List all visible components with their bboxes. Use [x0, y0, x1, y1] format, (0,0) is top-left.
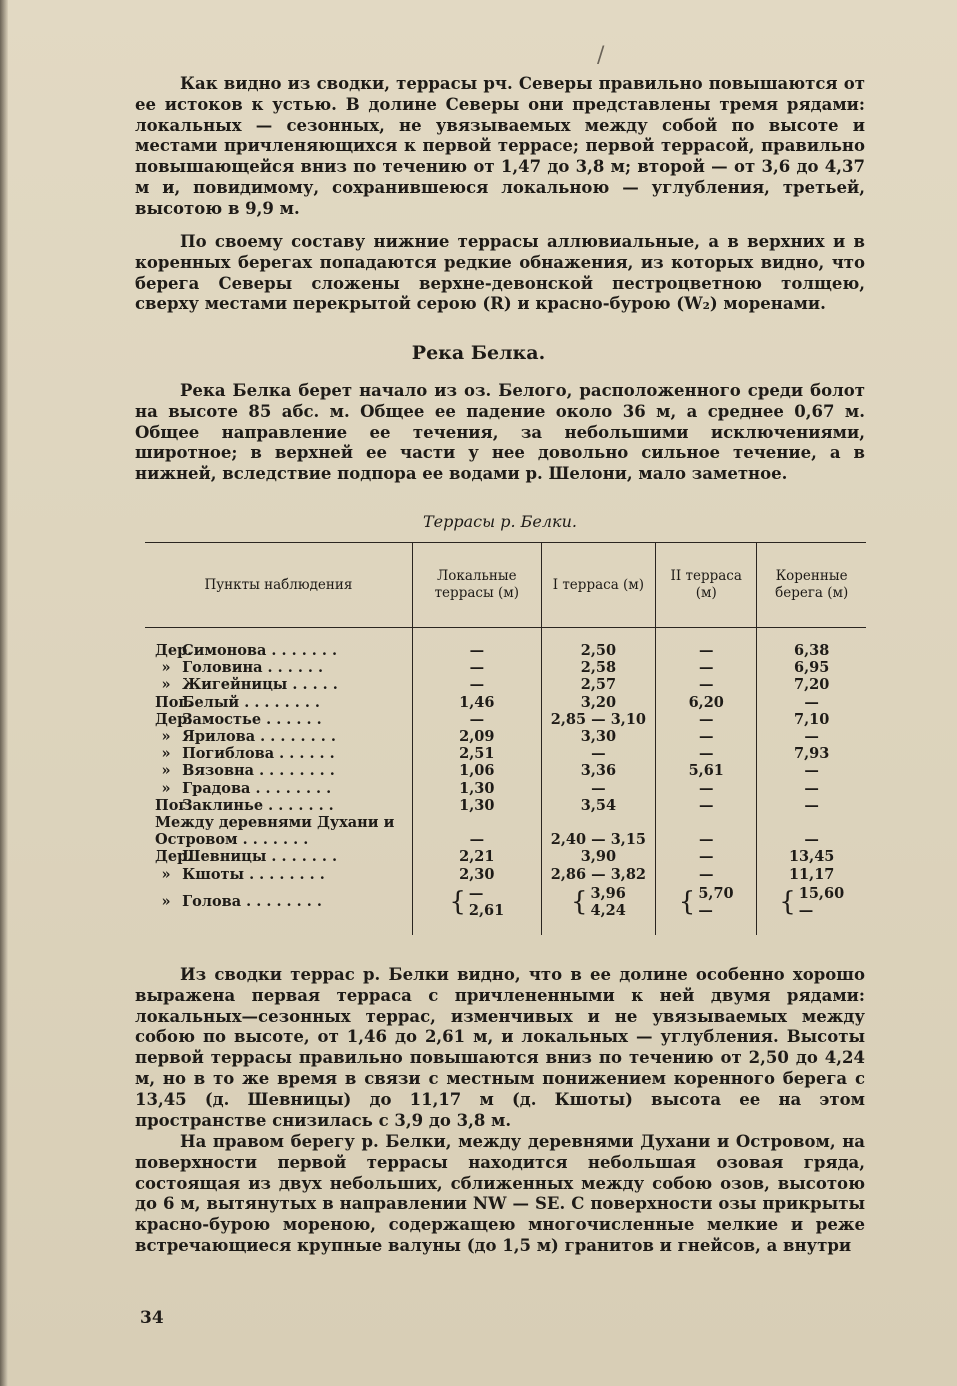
cell-local: 2,21	[412, 848, 541, 865]
cell-empty	[757, 814, 866, 831]
cell-point	[145, 848, 412, 865]
cell-bank: —	[757, 780, 866, 797]
cell-t2	[656, 883, 757, 921]
cell-t1: 3,36	[541, 762, 655, 779]
table-row	[145, 866, 866, 883]
section-heading: Река Белка.	[411, 342, 546, 364]
cell-point-prefix: »	[161, 779, 171, 797]
cell-t1: 2,50	[541, 642, 655, 659]
cell-point-name: Головина . . . . . .	[182, 659, 324, 677]
cell-point	[145, 745, 412, 762]
value-bottom: —	[698, 901, 713, 919]
value-top: —	[468, 884, 484, 902]
cell-local: —	[412, 642, 541, 659]
cell-point-prefix: Пог.	[155, 796, 193, 814]
cell-empty	[541, 814, 655, 831]
cell-point	[145, 797, 412, 814]
brace-glyph: {	[449, 886, 466, 917]
value-top: 5,70	[698, 884, 734, 902]
cell-bank: 7,20	[757, 676, 866, 693]
cell-local: 2,30	[412, 866, 541, 883]
cell-point	[145, 728, 412, 745]
paragraph-3: Река Белка берет начало из оз. Белого, расположенного среди болот на высоте 85 абс. м. Общее ее падение около 36 м, а среднее 0,67 м. Общее направление ее течения, за небольшими исключениями, широтное; в верхней ее части у нее довольно сильное течение, а в нижней, вследствие подпора ее водами р. Шелони, мало заметное.	[135, 381, 865, 484]
cell-t1: 2,85 — 3,10	[541, 711, 655, 728]
value-bottom: 4,24	[590, 901, 626, 919]
value-top: 3,96	[590, 884, 626, 902]
cell-local: 1,46	[412, 694, 541, 711]
value-top: 15,60	[798, 884, 845, 902]
cell-local: —	[412, 711, 541, 728]
header-local: Локальные террасы (м)	[412, 543, 541, 628]
table-header-row	[145, 543, 866, 628]
cell-point-name: Градова . . . . . . . .	[182, 779, 332, 797]
cell-t2: 5,61	[656, 762, 757, 779]
cell-t2: —	[656, 728, 757, 745]
cell-point-name: Заклинье . . . . . . .	[182, 796, 334, 814]
cell-t1: 3,90	[541, 848, 655, 865]
paragraph-1: Как видно из сводки, террасы рч. Северы правильно повышаются от ее истоков к устью. В долине Северы они представлены тремя рядами: локальных — сезонных, не увязываемых между собой по высоте и местами причленяющихся к первой террасе; первой террасой, правильно повышающейся вниз по течению от 1,47 до 3,8 м; второй — от 3,6 до 4,37 м и, повидимому, сохранившеюся локальною — углубления, третьей, высотою в 9,9 м.	[135, 74, 865, 218]
cell-point	[145, 866, 412, 883]
cell-t2: —	[656, 659, 757, 676]
table-row	[145, 780, 866, 797]
header-bank: Коренные берега (м)	[757, 543, 866, 628]
cell-point-prefix: »	[161, 762, 171, 780]
cell-t1: 2,58	[541, 659, 655, 676]
cell-point-name: Жигейницы . . . . .	[182, 676, 338, 694]
cell-t2: —	[656, 780, 757, 797]
cell-local	[412, 883, 541, 921]
cell-point-prefix: Дер.	[155, 710, 193, 728]
cell-point-name: Ярилова . . . . . . . .	[182, 728, 336, 746]
table-row	[145, 883, 866, 921]
cell-point-prefix: »	[161, 676, 171, 694]
cell-local: 1,06	[412, 762, 541, 779]
table-row	[145, 711, 866, 728]
table-row	[145, 642, 866, 659]
cell-point-prefix: »	[161, 659, 171, 677]
cell-t2: —	[656, 642, 757, 659]
cell-empty	[656, 814, 757, 831]
cell-point	[145, 883, 412, 921]
cell-t1: 3,54	[541, 797, 655, 814]
value-bottom: —	[798, 901, 814, 919]
table-row	[145, 728, 866, 745]
cell-point-prefix: »	[161, 728, 171, 746]
cell-point	[145, 642, 412, 659]
cell-bank: 7,10	[757, 711, 866, 728]
cell-bank: —	[757, 762, 866, 779]
cell-point-name: Погиблова . . . . . .	[182, 745, 335, 763]
cell-point-prefix: Дер.	[155, 848, 193, 866]
cell-point-prefix: »	[161, 865, 171, 883]
cell-point	[145, 676, 412, 693]
cell-t1: —	[541, 745, 655, 762]
cell-bank: —	[757, 797, 866, 814]
cell-t2: —	[656, 848, 757, 865]
cell-point-line2	[145, 831, 412, 848]
cell-t1: 3,20	[541, 694, 655, 711]
cell-point	[145, 780, 412, 797]
cell-local: 1,30	[412, 797, 541, 814]
table-row	[145, 814, 866, 831]
value-bottom: 2,61	[468, 901, 505, 919]
header-point: Пункты наблюдения	[145, 543, 412, 628]
table-row	[145, 745, 866, 762]
brace-glyph: {	[570, 886, 588, 917]
table-row	[145, 659, 866, 676]
cell-bank: 6,38	[757, 642, 866, 659]
cell-empty	[412, 814, 541, 831]
table-row	[145, 694, 866, 711]
cell-t1: 2,57	[541, 676, 655, 693]
cell-point	[145, 694, 412, 711]
cell-t2: 6,20	[656, 694, 757, 711]
cell-t1: 2,86 — 3,82	[541, 866, 655, 883]
cell-point	[145, 762, 412, 779]
value-pair	[799, 885, 844, 919]
value-pair	[469, 885, 504, 919]
cell-point-name: Вязовна . . . . . . . .	[182, 762, 335, 780]
header-terrace-1: I терраса (м)	[541, 543, 655, 628]
cell-bank: 13,45	[757, 848, 866, 865]
cell-local: —	[412, 831, 541, 848]
table-row	[145, 762, 866, 779]
table-row	[145, 848, 866, 865]
cell-local: 2,51	[412, 745, 541, 762]
cell-t2: —	[656, 797, 757, 814]
cell-point-name: Кшоты . . . . . . . .	[182, 865, 325, 883]
table-row	[145, 797, 866, 814]
top-mark: /	[597, 43, 605, 68]
cell-bank: 7,93	[757, 745, 866, 762]
paragraph-5: На правом берегу р. Белки, между деревнями Духани и Островом, на поверхности первой террасы находится небольшая озовая гряда, состоящая из двух небольших, сближенных между собою озов, высотою до 6 м, вытянутых в направлении NW — SE. С поверхности озы прикрыты красно-бурою мореною, содержащею многочисленные мелкие и реже встречающиеся крупные валуны (до 1,5 м) гранитов и гнейсов, а внутри	[135, 1132, 865, 1255]
cell-point-name: Белый . . . . . . . .	[182, 693, 320, 711]
cell-local: 2,09	[412, 728, 541, 745]
cell-point-line1: Между деревнями Духани и	[155, 814, 395, 832]
cell-t1: —	[541, 780, 655, 797]
cell-point-name: Симонова . . . . . . .	[182, 642, 338, 659]
table-spacer	[145, 628, 866, 643]
cell-local: —	[412, 676, 541, 693]
cell-local: 1,30	[412, 780, 541, 797]
value-pair	[698, 885, 733, 919]
cell-t2: —	[656, 831, 757, 848]
table-row	[145, 676, 866, 693]
brace-glyph: {	[678, 886, 696, 917]
cell-t1	[541, 883, 655, 921]
cell-t2: —	[656, 745, 757, 762]
cell-bank: —	[757, 694, 866, 711]
cell-point-name: Островом . . . . . . .	[155, 831, 309, 849]
cell-point-prefix: Пог.	[155, 693, 193, 711]
cell-point	[145, 711, 412, 728]
cell-point-prefix: »	[161, 745, 171, 763]
cell-bank: —	[757, 831, 866, 848]
cell-bank	[757, 883, 866, 921]
paragraph-4: Из сводки террас р. Белки видно, что в ее долине особенно хорошо выражена первая терраса с причлененными к ней двумя рядами: локальных—сезонных террас, изменчивых и не увязываемых между собою по высоте, от 1,46 до 2,61 м, и локальных — углубления. Высоты первой террасы правильно повышаются вниз по течению от 2,50 до 4,24 м, но в то же время в связи с местным понижением коренного берега с 13,45 (д. Шевницы) до 11,17 м (д. Кшоты) высота ее на этом пространстве снизилась с 3,9 до 3,8 м.	[135, 965, 865, 1130]
cell-t2: —	[656, 711, 757, 728]
cell-point-name: Голова . . . . . . . .	[182, 893, 322, 911]
header-terrace-2: II терраса (м)	[656, 543, 757, 628]
brace-glyph: {	[779, 886, 796, 917]
cell-point-prefix: »	[161, 893, 171, 911]
cell-point-name: Шевницы . . . . . . .	[182, 848, 338, 866]
cell-t1: 2,40 — 3,15	[541, 831, 655, 848]
table-row	[145, 831, 866, 848]
cell-bank: 6,95	[757, 659, 866, 676]
paragraph-2: По своему составу нижние террасы аллювиальные, а в верхних и в коренных берегах попадаются редкие обнажения, из которых видно, что берега Северы сложены верхне-девонской пестроцветною толщею, сверху местами перекрытой серою (R) и красно-бурою (W₂) моренами.	[135, 232, 865, 314]
terraces-table-container	[145, 542, 866, 938]
page-edge-shadow	[0, 0, 8, 1386]
table-caption: Террасы р. Белки.	[422, 512, 577, 531]
page-number: 34	[140, 1308, 164, 1328]
cell-t2: —	[656, 676, 757, 693]
cell-t2: —	[656, 866, 757, 883]
cell-point-name: Замостье . . . . . .	[182, 710, 322, 728]
cell-point-prefix: Дер.	[155, 642, 193, 659]
cell-t1: 3,30	[541, 728, 655, 745]
cell-point	[145, 659, 412, 676]
terraces-table	[145, 542, 866, 935]
table-spacer	[145, 921, 866, 935]
cell-bank: 11,17	[757, 866, 866, 883]
cell-local: —	[412, 659, 541, 676]
value-pair	[591, 885, 626, 919]
cell-bank: —	[757, 728, 866, 745]
